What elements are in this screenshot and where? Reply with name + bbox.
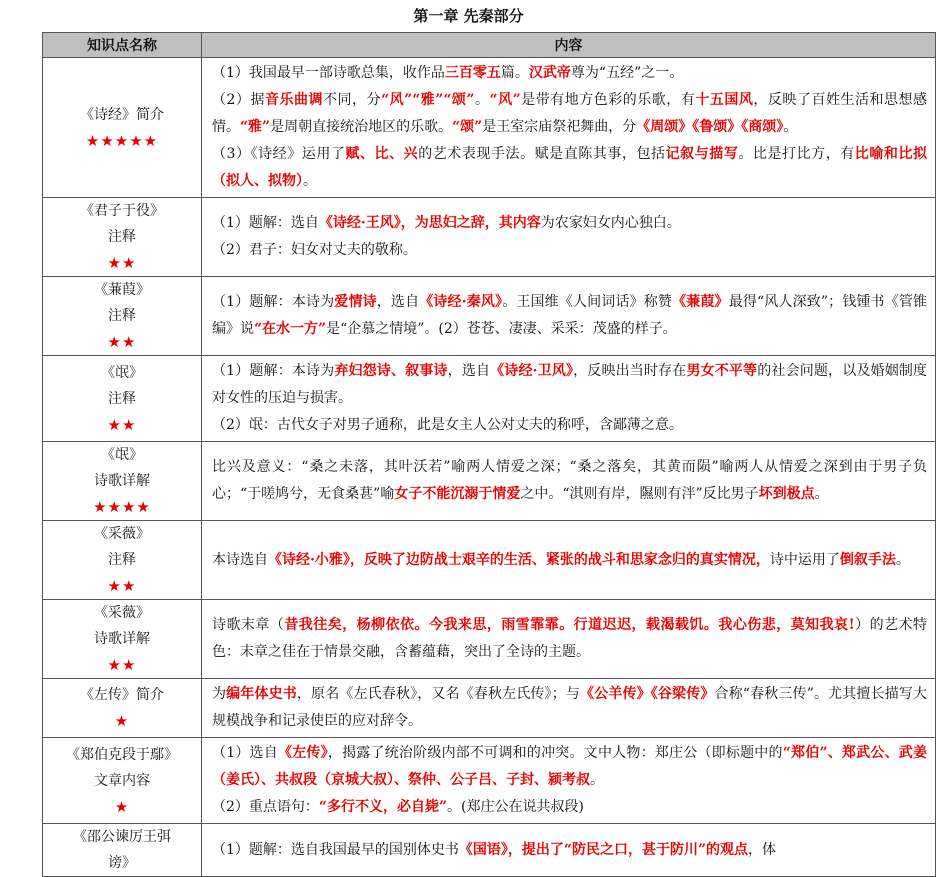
topic-name: 《左传》简介 [80, 687, 164, 703]
content-text: （2）氓：古代女子对男子通称，此是女主人公对丈夫的称呼，含鄙薄之意。 [212, 417, 683, 433]
content-paragraph [212, 210, 927, 237]
topic-name: 注释 [108, 308, 136, 324]
content-text: 。 [303, 173, 317, 189]
content-paragraph [212, 141, 927, 195]
content-text: 。比是打比方，有 [738, 146, 855, 162]
content-text: （1）题解：本诗为 [212, 294, 335, 310]
content-text: 。 [474, 92, 490, 108]
content-text: ，揭露了统治阶级内部不可调和的冲突。文中人物：郑庄公（即标题中的 [327, 745, 783, 761]
topic-name: 注释 [108, 229, 136, 245]
topic-name-cell [43, 738, 202, 824]
content-text: 为农家妇女内心独白。 [540, 215, 681, 231]
content-text: 本诗选自 [212, 551, 268, 568]
topic-name: 《君子于役》 [80, 203, 164, 219]
content-text: ，体 [748, 841, 777, 858]
content-text: 尊为“五经”之一。 [570, 65, 684, 81]
topic-name: 谤》 [108, 855, 136, 871]
highlighted-text: “风”“雅”“颂” [381, 92, 475, 108]
content-cell [202, 58, 936, 198]
content-text: ，反映了百姓生活和思想感情。 [212, 92, 928, 135]
highlighted-text: 《诗经·卫风》 [490, 363, 574, 379]
highlighted-text: 爱情诗 [334, 294, 377, 310]
content-text: （1）选自 [212, 745, 278, 761]
content-text: ）的艺术特色：末章之佳在于情景交融，含蓄蕴藉，突出了全诗的主题。 [212, 617, 928, 660]
topic-name: 《郑伯克段于鄢》 [66, 746, 178, 763]
topic-name-cell [43, 58, 202, 198]
content-text: 比兴及意义：“桑之未落，其叶沃若”喻两人情爱之深；“桑之落矣，其黄而陨”喻两人从情爱之深到由于男子负心；“于嗟鸠兮，无食桑葚”喻 [212, 459, 927, 502]
importance-stars: ★ [114, 797, 130, 816]
content-text: 。(郑庄公在说共叔段) [447, 799, 584, 815]
highlighted-text: 音乐曲调 [264, 92, 324, 108]
content-text: 是王室宗庙祭祀舞曲，分 [482, 119, 637, 135]
highlighted-text: “郑伯”、郑武公、武姜（姜氏）、共叔段（京城大叔）、祭仲、公子吕、子封、颍考叔 [212, 745, 928, 788]
content-text: 是周朝直接统治地区的乐歌。 [270, 119, 453, 135]
content-paragraph [212, 681, 927, 735]
highlighted-text: 倒叙手法 [839, 551, 896, 568]
highlighted-text: 弃妇怨诗、叙事诗 [334, 363, 448, 379]
topic-name: 注释 [108, 552, 136, 568]
content-paragraph [212, 60, 927, 87]
content-text: （1）题解：本诗为 [212, 363, 335, 379]
topic-name-cell [43, 442, 202, 521]
content-cell [202, 521, 936, 600]
content-text: （1）题解：选自 [212, 215, 319, 231]
highlighted-text: “风” [489, 92, 521, 108]
highlighted-text: “雅” [240, 119, 271, 135]
importance-stars: ★ [114, 712, 130, 730]
topic-name-cell [43, 600, 202, 679]
content-text: 。 [783, 119, 798, 135]
importance-stars: ★★ [107, 333, 137, 351]
knowledge-table [42, 32, 936, 877]
highlighted-text: 《诗经·秦风》 [419, 294, 503, 310]
content-paragraph [212, 837, 927, 864]
topic-name-cell [43, 356, 202, 442]
page-title: 第一章 先秦部分 [413, 7, 524, 25]
table-header-row [43, 33, 936, 58]
content-text: 最得“风人深致”；钱锺书《管锥编》说 [212, 294, 928, 337]
table-row [43, 521, 936, 600]
content-text: 的社会问题，以及婚姻制度对女性的压迫与损害。 [212, 363, 928, 406]
highlighted-text: “多行不义，必自毙” [318, 799, 448, 815]
header-content: 内容 [202, 33, 936, 58]
highlighted-text: 昔我往矣，杨柳依依。今我来思，雨雪霏霏。行道迟迟，载渴载饥。我心伤悲，莫知我哀! [284, 617, 855, 633]
content-paragraph [212, 237, 927, 264]
content-cell [202, 277, 936, 356]
content-text: ，选自 [376, 294, 420, 310]
highlighted-text: 编年体史书 [226, 686, 297, 702]
content-cell [202, 600, 936, 679]
highlighted-text: 《蒹葭》 [672, 294, 729, 310]
highlighted-text: “颂” [452, 119, 483, 135]
content-paragraph [212, 740, 927, 794]
content-text: 篇。 [500, 65, 529, 81]
topic-name: 注释 [108, 390, 136, 407]
highlighted-text: 记叙与描写 [665, 146, 739, 162]
content-text: ，反映出当时存在 [573, 363, 687, 379]
table-row [43, 738, 936, 824]
highlighted-text: 比喻和比拟（拟人、拟物） [212, 146, 928, 189]
table-row [43, 679, 936, 738]
content-cell [202, 824, 936, 877]
content-paragraph [212, 612, 927, 666]
highlighted-text: 《左传》 [277, 745, 328, 761]
importance-stars: ★★ [107, 577, 137, 595]
header-name: 知识点名称 [43, 33, 202, 58]
content-text: （2）据 [212, 92, 265, 108]
table-body [43, 58, 936, 877]
content-cell [202, 679, 936, 738]
content-text: 的艺术表现手法。赋是直陈其事，包括 [418, 146, 666, 162]
table-row [43, 442, 936, 521]
importance-stars: ★★★★★ [85, 131, 159, 150]
topic-name: 《采薇》 [94, 605, 150, 621]
content-cell [202, 738, 936, 824]
content-text: （3）《诗经》运用了 [212, 146, 346, 162]
content-cell [202, 356, 936, 442]
topic-name: 《氓》 [101, 447, 143, 463]
topic-name: 《诗经》简介 [80, 106, 164, 123]
topic-name-cell [43, 198, 202, 277]
content-text: 。 [814, 486, 829, 502]
importance-stars: ★★★★ [93, 498, 151, 516]
content-paragraph [212, 547, 927, 574]
table-row [43, 600, 936, 679]
highlighted-text: 坏到极点 [758, 486, 815, 502]
content-paragraph [212, 87, 927, 141]
content-text: 合称“春秋三传”。尤其擅长描写大规模战争和记录使臣的应对辞令。 [212, 686, 928, 729]
content-cell [202, 442, 936, 521]
content-text: 是带有地方色彩的乐歌，有 [520, 92, 696, 108]
topic-name: 《采薇》 [94, 526, 150, 542]
table-row [43, 58, 936, 198]
content-text: 是“企慕之情境”。(2）苍苍、凄凄、采采：茂盛的样子。 [326, 321, 677, 337]
content-paragraph [212, 289, 927, 343]
content-paragraph [212, 454, 927, 508]
highlighted-text: “在水一方” [254, 321, 327, 337]
topic-name-cell [43, 679, 202, 738]
content-text: ，选自 [447, 363, 491, 379]
table-row [43, 198, 936, 277]
content-text: 。 [590, 772, 604, 788]
content-paragraph [212, 412, 927, 439]
content-text: （2）重点语句： [212, 799, 319, 815]
content-text: 之中。“淇则有岸，隰则有泮”反比男子 [520, 486, 759, 502]
topic-name: 文章内容 [94, 772, 150, 789]
highlighted-text: 《公羊传》《谷梁传》 [580, 686, 715, 702]
content-text: （1）我国最早一部诗歌总集，收作品 [212, 65, 445, 81]
table-row [43, 824, 936, 877]
content-paragraph [212, 794, 927, 821]
highlighted-text: 赋、比、兴 [345, 146, 419, 162]
topic-name: 诗歌详解 [94, 631, 150, 647]
topic-name: 《邵公谏厉王弭 [73, 829, 171, 845]
topic-name-cell [43, 277, 202, 356]
topic-name: 诗歌详解 [94, 473, 150, 489]
content-text: （1）题解：选自我国最早的国别体史书 [212, 841, 459, 858]
topic-name-cell [43, 521, 202, 600]
highlighted-text: 汉武帝 [528, 65, 571, 81]
highlighted-text: 《周颂》《鲁颂》《商颂》 [636, 119, 784, 135]
content-text: ，原名《左氏春秋》，又名《春秋左氏传》；与 [296, 686, 581, 702]
content-paragraph [212, 358, 927, 412]
highlighted-text: 女子不能沉溺于情爱 [394, 486, 521, 502]
content-text: 为 [212, 686, 227, 702]
highlighted-text: 《诗经·王风》，为思妇之辞，其内容 [318, 215, 541, 231]
importance-stars: ★★ [107, 656, 137, 674]
highlighted-text: 三百零五 [444, 65, 501, 81]
topic-name: 《氓》 [101, 364, 143, 381]
content-text: 不同，分 [323, 92, 382, 108]
topic-name-cell [43, 824, 202, 877]
content-text: 诗中运用了 [769, 551, 840, 568]
importance-stars: ★★ [107, 254, 137, 272]
content-text: 。王国维《人间词话》称赞 [502, 294, 673, 310]
importance-stars: ★★ [107, 415, 137, 434]
content-text: （2）君子：妇女对丈夫的敬称。 [212, 242, 417, 258]
highlighted-text: 十五国风 [695, 92, 754, 108]
highlighted-text: 《国语》，提出了“防民之口，甚于防川”的观点 [458, 841, 749, 858]
content-text: 。 [895, 551, 910, 568]
table-row [43, 277, 936, 356]
highlighted-text: 男女不平等 [686, 363, 758, 379]
table-row [43, 356, 936, 442]
highlighted-text: 《诗经·小雅》，反映了边防战士艰辛的生活、紧张的战斗和思家念归的真实情况， [268, 551, 770, 568]
topic-name: 《蒹葭》 [94, 282, 150, 298]
content-cell [202, 198, 936, 277]
content-text: 诗歌末章（ [212, 617, 285, 633]
